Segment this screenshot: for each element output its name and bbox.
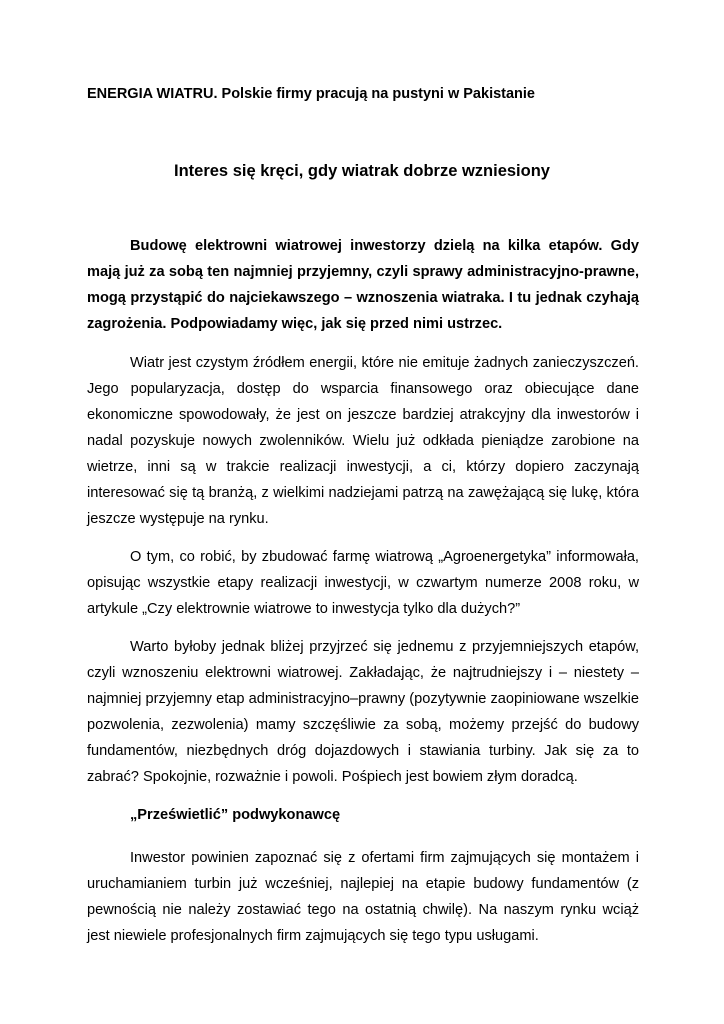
body-paragraph-3: Warto byłoby jednak bliżej przyjrzeć się jednemu z przyjemniejszych etapów, czyli wznoszeniu elektrowni wiatrowej. Zakładając, że najtrudniejszy i – niestety – najmniej przyjemny etap administracyjno–prawny (pozytywnie zaopiniowane wszelkie pozwolenia, zezwolenia) mamy szczęśliwie za sobą, możemy przejść do budowy fundamentów, niezbędnych dróg dojazdowych i stawiania turbiny. Jak się za to zabrać? Spokojnie, rozważnie i powoli. Pośpiech jest bowiem złym doradcą.	[87, 639, 639, 785]
body-paragraph-1: Wiatr jest czystym źródłem energii, które nie emituje żadnych zanieczyszczeń. Jego popularyzacja, dostęp do wsparcia finansowego oraz obiecujące dane ekonomiczne spowodowały, że jest on jeszcze bardziej atrakcyjny dla inwestorów i nadal pozyskuje nowych zwolenników. Wielu już odkłada pieniądze zarobione na wietrze, inni są w trakcie realizacji inwestycji, a ci, którzy dopiero zaczynają interesować się tą branżą, z wielkimi nadziejami patrzą na zawężającą się lukę, która jeszcze występuje na rynku.	[87, 355, 639, 527]
article-kicker: ENERGIA WIATRU. Polskie firmy pracują na pustyni w Pakistanie	[87, 86, 535, 102]
body-paragraph-2: O tym, co robić, by zbudować farmę wiatrową „Agroenergetyka” informowała, opisując wszystkie etapy realizacji inwestycji, w czwartym numerze 2008 roku, w artykule „Czy elektrownie wiatrowe to inwestycja tylko dla dużych?”	[87, 549, 639, 617]
section-subheading: „Prześwietlić” podwykonawcę	[130, 807, 341, 823]
article-headline: Interes się kręci, gdy wiatrak dobrze wzniesiony	[174, 162, 550, 180]
lead-paragraph: Budowę elektrowni wiatrowej inwestorzy dzielą na kilka etapów. Gdy mają już za sobą ten najmniej przyjemny, czyli sprawy administracyjno-prawne, mogą przystąpić do najciekawszego – wznoszenia wiatraka. I tu jednak czyhają zagrożenia. Podpowiadamy więc, jak się przed nimi ustrzec.	[87, 238, 639, 332]
body-paragraph-4: Inwestor powinien zapoznać się z ofertami firm zajmujących się montażem i uruchamianiem turbin już wcześniej, najlepiej na etapie budowy fundamentów (z pewnością nie należy zostawiać tego na ostatnią chwilę). Na naszym rynku wciąż jest niewiele profesjonalnych firm zajmujących się tego typu usługami.	[87, 850, 639, 944]
article-body	[87, 233, 639, 961]
